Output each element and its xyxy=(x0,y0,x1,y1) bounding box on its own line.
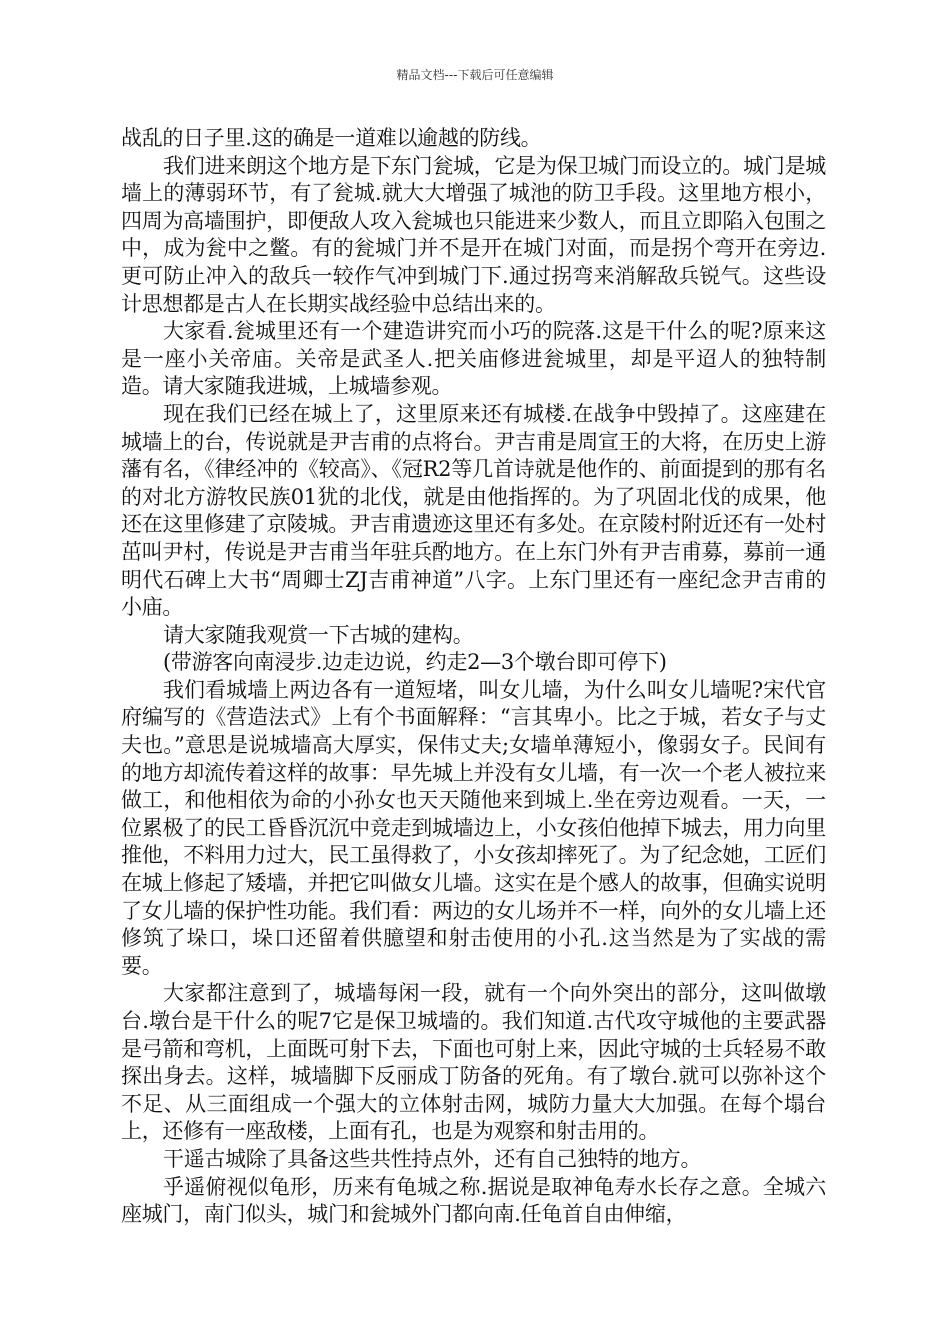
paragraph: 大家都注意到了，城墙每闲一段，就有一个向外突出的部分，这叫做墩台.墩台是干什么的呢7它是保卫城墙的。我们知道.古代攻守城他的主要武器是弓箭和弯机，上面既可射下去，下面也可射上来，因此守城的士兵轻易不敢探出身去。这样，城墙脚下反丽成丁防备的死角。有了墩台.就可以弥补这个不足、从三面组成一个强大的立体射击网，城防力量大大加强。在每个塌台上，还修有一座敌楼，上面有孔，也是为观察和射击用的。 xyxy=(121,981,826,1144)
paragraph: 现在我们已经在城上了，这里原来还有城楼.在战争中毁掉了。这座建在城墙上的台，传说就是尹吉甫的点将台。尹吉甫是周宣王的大将，在历史上游藩有名，《律经冲的《较高》、《冠R2等几首诗就是他作的、前面提到的那有名的对北方游牧民族01犹的北伐，就是由他指挥的。为了巩固北伐的成果，他还在这里修建了京陵城。尹吉甫遗迹这里还有多处。在京陵村附近还有一处村茁叫尹村，传说是尹吉甫当年驻兵酌地方。在上东门外有尹吉甫募，募前一通明代石碑上大书“周卿士ZJ吉甫神道”八字。上东门里还有一座纪念尹吉甫的小庙。 xyxy=(121,401,826,620)
paragraph: 大家看.瓮城里还有一个建造讲究而小巧的院落.这是干什么的呢?原来这是一座小关帝庙。关帝是武圣人.把关庙修进瓮城里，却是平迢人的独特制造。请大家随我进城，上城墙参观。 xyxy=(121,319,826,399)
page-header: 精品文档---下载后可任意编辑 xyxy=(396,68,554,82)
paragraph: 我们看城墙上两边各有一道短堵，叫女儿墙，为什么叫女儿墙呢?宋代官府编写的《营造法式》上有个书面解释：“言其卑小。比之于城，若女子与丈夫也。”意思是说城墙高大厚实，保伟丈夫;女墙单薄短小，像弱女子。民间有的地方却流传着这样的故事：早先城上并没有女儿墙，有一次一个老人被拉来做工，和他相依为命的小孙女也天天随他来到城上.坐在旁边观看。一天，一位累极了的民工昏昏沉沉中竞走到城墙边上，小女孩伯他掉下城去，用力向里推他，不料用力过大，民工虽得救了，小女孩却摔死了。为了纪念她，工匠们在城上修起了矮墙，并把它叫做女儿墙。这实在是个感人的故事，但确实说明了女儿墙的保护性功能。我们看：两边的女儿场并不一样，向外的女儿墙上还修筑了垛口，垛口还留着供臆望和射击使用的小孔.这当然是为了实战的需要。 xyxy=(121,677,826,978)
paragraph: 我们进来朗这个地方是下东门瓮城，它是为保卫城门而设立的。城门是城墙上的薄弱环节，有了瓮城.就大大增强了城池的防卫手段。这里地方根小，四周为高墙围护，即便敌人攻入瓮城也只能进来少数人，而且立即陷入包围之中，成为瓮中之鳖。有的瓮城门并不是开在城门对面，而是拐个弯开在旁边.更可防止冲入的敌兵一较作气冲到城门下.通过拐弯来消解敌兵锐气。这些设计思想都是古人在长期实战经验中总结出来的。 xyxy=(121,153,826,316)
document-body xyxy=(121,125,826,1229)
paragraph: 乎遥俯视似龟形，历来有龟城之称.据说是取神龟寿水长存之意。全城六座城门，南门似头，城门和瓮城外门都向南.任龟首自由伸缩， xyxy=(121,1174,826,1227)
paragraph: 请大家随我观赏一下古城的建构。 xyxy=(163,622,474,647)
paragraph: (带游客向南浸步.边走边说，约走2—3个墩台即可停下) xyxy=(163,650,667,675)
paragraph: 战乱的日子里.这的确是一道难以逾越的防线。 xyxy=(121,126,542,150)
paragraph: 干遥古城除了具备这些共性持点外，还有自己独特的地方。 xyxy=(163,1146,702,1171)
